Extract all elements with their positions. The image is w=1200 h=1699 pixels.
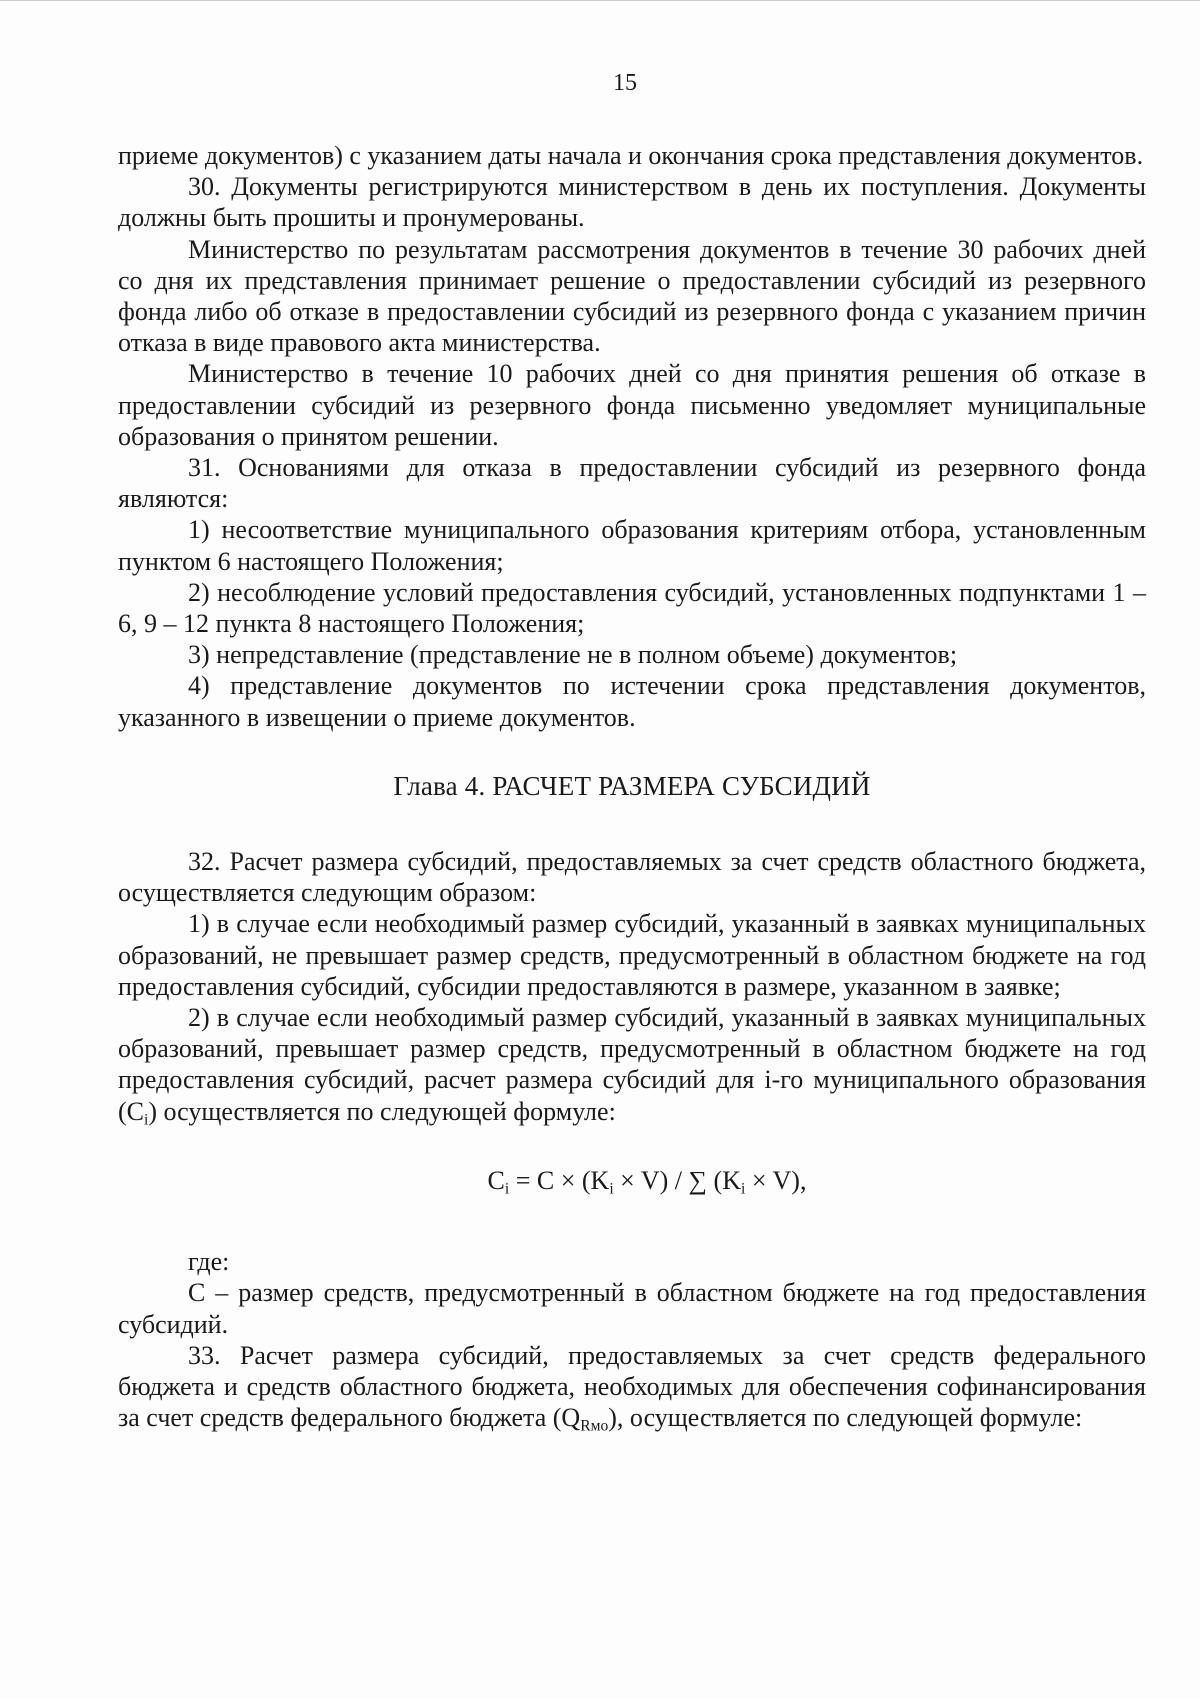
- list-item-32-2-text-b: ) осуществляется по следующей формуле:: [148, 1096, 616, 1126]
- formula-part2: × V) / ∑ (K: [613, 1165, 741, 1195]
- list-item-31-2: 2) несоблюдение условий предоставления субсидий, установленных подпунктами 1 – 6, 9 – 12 пункта 8 настоящего Положения;: [118, 577, 1146, 639]
- page-number: 15: [613, 70, 637, 96]
- formula-sub-i2: i: [609, 1180, 614, 1198]
- where-label: где:: [188, 1247, 230, 1277]
- formula-ci: [118, 1165, 1146, 1196]
- paragraph-33: [118, 1340, 1146, 1434]
- document-body: [118, 140, 1146, 1433]
- subscript-rmo: Rмо: [580, 1417, 609, 1435]
- formula-part1: = C × (K: [509, 1165, 610, 1195]
- formula-c: C: [487, 1165, 505, 1195]
- formula-sub-i3: i: [740, 1180, 746, 1198]
- chapter-title: Глава 4. РАСЧЕТ РАЗМЕРА СУБСИДИЙ: [393, 770, 871, 801]
- paragraph-ministry-decision: Министерство по результатам рассмотрения документов в течение 30 рабочих дней со дня их представления принимает решение о предоставлении субсидий из резервного фонда либо об отказе в предоставлении субсидий из резервного фонда с указанием причин отказа в виде правового акта министерства.: [118, 234, 1146, 358]
- list-item-31-4: 4) представление документов по истечении срока представления документов, указанного в извещении о приеме документов.: [118, 671, 1146, 732]
- paragraph-31: 31. Основаниями для отказа в предоставлении субсидий из резервного фонда являются:: [118, 453, 1146, 514]
- page-top-edge: [0, 0, 1200, 7]
- paragraph-continuation: приеме документов) с указанием даты начала и окончания срока представления документов.: [118, 141, 1144, 170]
- paragraph-33-text-b: ), осуществляется по следующей формуле:: [608, 1403, 1083, 1433]
- paragraph-32: 32. Расчет размера субсидий, предоставляемых за счет средств областного бюджета, осуществляется следующим образом:: [118, 847, 1146, 908]
- formula-sub-i1: i: [504, 1180, 510, 1198]
- list-item-31-1: 1) несоответствие муниципального образования критериям отбора, установленным пунктом 6 настоящего Положения;: [118, 515, 1146, 576]
- list-item-32-1: 1) в случае если необходимый размер субсидий, указанный в заявках муниципальных образований, не превышает размер средств, предусмотренный в областном бюджете на год предоставления субсидий, субсидии предоставляются в размере, указанном в заявке;: [118, 909, 1146, 1001]
- paragraph-ministry-notice: Министерство в течение 10 рабочих дней со дня принятия решения об отказе в предоставлении субсидий из резервного фонда письменно уведомляет муниципальные образования о принятом решении.: [118, 359, 1146, 451]
- formula-part3: × V),: [745, 1165, 807, 1195]
- list-item-31-3: 3) непредставление (представление не в полном объеме) документов;: [188, 640, 958, 670]
- paragraph-30: 30. Документы регистрируются министерством в день их поступления. Документы должны быть прошиты и пронумерованы.: [118, 172, 1146, 233]
- definition-c: C – размер средств, предусмотренный в областном бюджете на год предоставления субсидий.: [118, 1278, 1146, 1339]
- subscript-i: i: [144, 1111, 149, 1129]
- list-item-32-2: [118, 1002, 1146, 1127]
- paragraph-33-text-a: 33. Расчет размера субсидий, предоставляемых за счет средств федерального бюджета и средств областного бюджета, необходимых для обеспечения софинансирования за счет средств федерального бюджета (Q: [118, 1340, 1146, 1433]
- list-item-32-2-text-a: 2) в случае если необходимый размер субсидий, указанный в заявках муниципальных образований, превышает размер средств, предусмотренный в областном бюджете на год предоставления субсидий, расчет размера субсидий для i-го муниципального образования (C: [118, 1003, 1146, 1126]
